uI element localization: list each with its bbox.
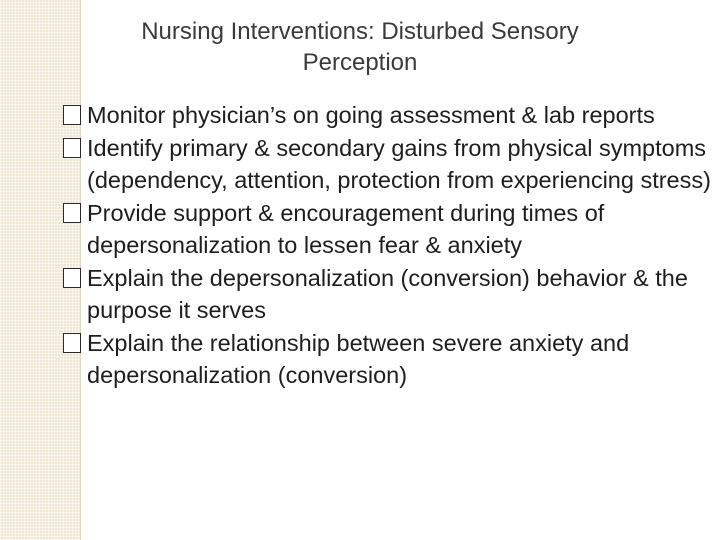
missing-glyph-box-icon xyxy=(63,333,81,353)
bullet-text: Monitor physician’s on going assessment & lab reports xyxy=(87,102,655,128)
slide-title xyxy=(80,16,640,78)
bullet-text: Provide support & encouragement during times of depersonalization to lessen fear & anxiety xyxy=(87,199,605,258)
bullet-text: Explain the relationship between severe anxiety and depersonalization (conversion) xyxy=(87,329,630,388)
missing-glyph-box-icon xyxy=(63,203,81,223)
bullet-list xyxy=(60,99,716,392)
bullet-item xyxy=(60,262,716,327)
missing-glyph-box-icon xyxy=(63,105,81,125)
slide-title-line-1: Nursing Interventions: Disturbed Sensory xyxy=(141,18,579,45)
bullet-item xyxy=(60,99,716,132)
bullet-item xyxy=(60,197,716,262)
missing-glyph-box-icon xyxy=(63,138,81,158)
bullet-item xyxy=(60,327,716,392)
bullet-text: Identify primary & secondary gains from physical symptoms (dependency, attention, protection from experiencing stress) xyxy=(87,134,711,193)
bullet-item xyxy=(60,132,716,197)
bullet-text: Explain the depersonalization (conversion) behavior & the purpose it serves xyxy=(87,264,688,323)
missing-glyph-box-icon xyxy=(63,268,81,288)
slide-title-line-2: Perception xyxy=(302,49,418,76)
